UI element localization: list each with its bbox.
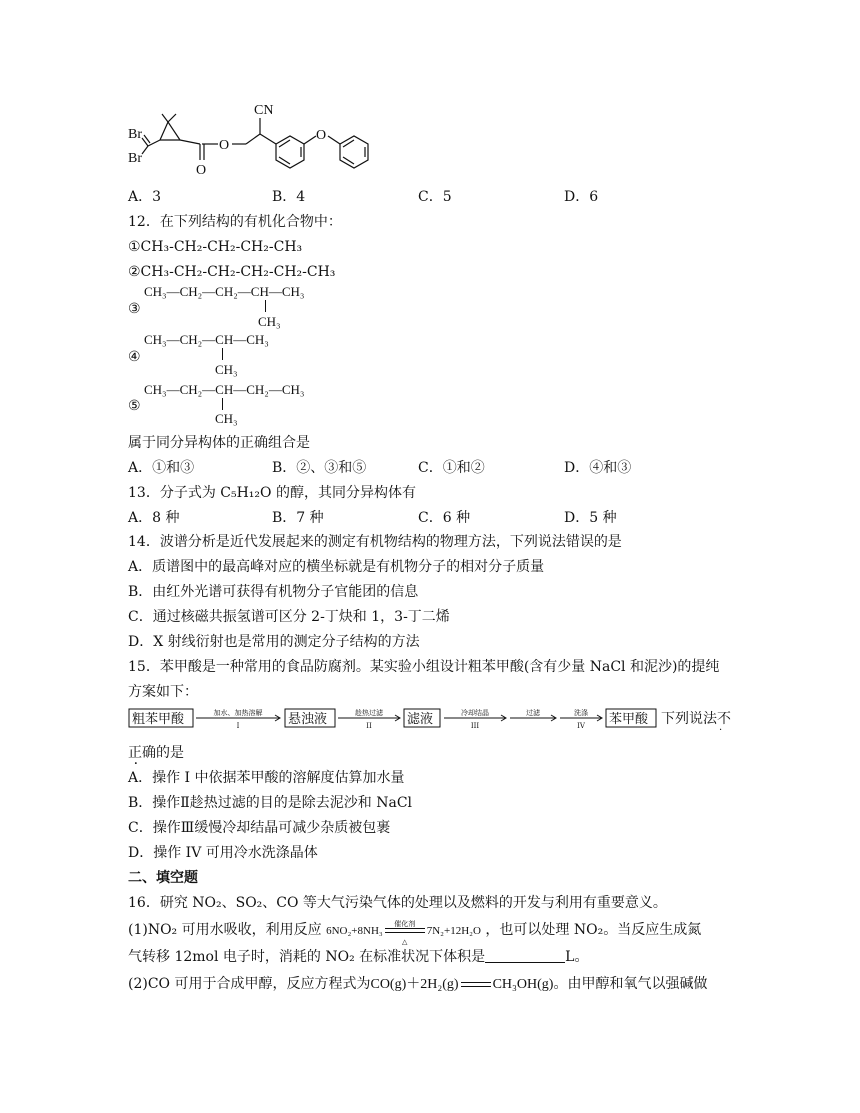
bromine-label: Br — [128, 151, 142, 166]
emphasis-dot: · — [719, 725, 723, 736]
flow-tail-text: 下列说法 — [661, 711, 717, 727]
q16-part-2-text-b: 。由甲醇和氧气以强碱做 — [553, 976, 708, 992]
flow-box-2-label: 悬浊液 — [288, 712, 328, 727]
q12-structure-4-number: ④ — [128, 349, 141, 365]
nitrile-label: CN — [254, 103, 274, 118]
equation-products: CH₃OH(g) — [492, 977, 554, 992]
q16-part-2-text-a: (2)CO 可用于合成甲醇，反应方程式为 — [128, 976, 371, 992]
equation-reactants: 6NO₂+8NH₃ — [326, 925, 383, 937]
q15-option-c[interactable]: C．操作Ⅲ缓慢冷却结晶可减少杂质被包裹 — [128, 820, 391, 836]
q12-option-a[interactable]: A．①和③ — [128, 460, 195, 476]
answer-blank[interactable] — [485, 948, 565, 963]
q16-part-1-line-1 — [128, 920, 702, 946]
flow-step-1-label: 加水、加热溶解 — [213, 709, 263, 717]
q12-structure-5-main-chain: CH₃—CH₂—CH—CH₂—CH₃ — [144, 382, 305, 397]
answer-unit: L。 — [565, 949, 589, 965]
q16-part-1-line-2 — [128, 948, 588, 966]
flow-step-2-number: II — [366, 722, 372, 730]
q13-option-b[interactable]: B．7 种 — [272, 510, 324, 526]
q12-stem: 12．在下列结构的有机化合物中： — [128, 214, 342, 230]
flow-step-4-label: 过滤 — [526, 709, 540, 717]
carbonyl-oxygen-label: O — [196, 163, 207, 178]
q15-option-a[interactable]: A．操作 I 中依据苯甲酸的溶解度估算加水量 — [128, 770, 405, 786]
q12-question: 属于同分异构体的正确组合是 — [128, 435, 310, 451]
equilibrium-arrow — [459, 978, 493, 990]
flow-step-1-number: I — [236, 722, 240, 730]
q14-option-d[interactable]: D．X 射线衍射也是常用的测定分子结构的方法 — [128, 634, 420, 650]
flow-box-4-label: 苯甲酸 — [609, 712, 649, 727]
q12-option-b[interactable]: B．②、③和⑤ — [272, 460, 367, 476]
q13-option-a[interactable]: A．8 种 — [128, 510, 180, 526]
q14-option-a[interactable]: A．质谱图中的最高峰对应的横坐标就是有机物分子的相对分子质量 — [128, 559, 545, 575]
q12-structure-2: ②CH₃-CH₂-CH₂-CH₂-CH₂-CH₃ — [128, 264, 336, 280]
flow-box-1-label: 粗苯甲酸 — [132, 712, 185, 727]
q13-option-d[interactable]: D．5 种 — [564, 510, 617, 526]
q14-option-b[interactable]: B．由红外光谱可获得有机物分子官能团的信息 — [128, 584, 419, 600]
q12-structure-4-main-chain: CH₃—CH₂—CH—CH₃ — [144, 332, 269, 347]
q12-structure-5-branch: CH₃ — [215, 411, 238, 426]
q14-option-c[interactable]: C．通过核磁共振氢谱可区分 2-丁炔和 1，3-丁二烯 — [128, 609, 450, 625]
q12-structure-3-main-chain: CH₃—CH₂—CH₂—CH—CH₃ — [144, 284, 305, 299]
heat-label: △ — [402, 938, 408, 946]
q12-structure-4-branch-bond — [222, 348, 223, 360]
molecule-structure-diagram — [118, 100, 388, 182]
flow-step-3-number: III — [470, 722, 480, 730]
flow-step-3-label: 冷却结晶 — [461, 709, 489, 717]
q12-option-d[interactable]: D．④和③ — [564, 460, 632, 476]
equilibrium-arrow — [383, 920, 427, 946]
q15-stem-line-3 — [128, 744, 184, 762]
section-heading: 二、填空题 — [128, 870, 198, 886]
q12-structure-3-branch: CH₃ — [258, 314, 281, 329]
q12-structure-4-branch: CH₃ — [215, 362, 238, 377]
q13-option-c[interactable]: C．6 种 — [418, 510, 471, 526]
flow-tail-emphasis: 不 — [717, 711, 731, 727]
ether-oxygen-label: O — [316, 128, 327, 143]
flow-step-5-label: 洗涤 — [574, 709, 588, 717]
q12-option-c[interactable]: C．①和② — [418, 460, 485, 476]
q16-stem: 16．研究 NO₂、SO₂、CO 等大气污染气体的处理以及燃料的开发与利用有重要意义。 — [128, 895, 667, 911]
q16-part-2-line-1 — [128, 975, 707, 994]
q13-stem: 13．分子式为 C₅H₁₂O 的醇，其同分异构体有 — [128, 485, 416, 501]
flow-step-2-label: 趁热过滤 — [355, 709, 383, 717]
flow-step-5-number: IV — [577, 722, 585, 730]
q15-stem-line-2: 方案如下： — [128, 684, 198, 700]
emphasis-char: 正 — [128, 745, 142, 761]
q12-structure-3-branch-bond — [265, 300, 266, 312]
equation-products: 7N₂+12H₂O — [426, 925, 481, 937]
q11-option-d[interactable]: D．6 — [564, 189, 599, 205]
q16-part-1-text-a: (1)NO₂ 可用水吸收，利用反应 — [128, 922, 322, 938]
bromine-label: Br — [128, 127, 142, 142]
q11-option-a[interactable]: A．3 — [128, 189, 162, 205]
arrow-line-top — [385, 928, 425, 929]
q16-part-1-text-c: 气转移 12mol 电子时，消耗的 NO₂ 在标准状况下体积是 — [128, 949, 486, 965]
flow-box-3-label: 滤液 — [407, 712, 434, 727]
q12-structure-5-branch-bond — [222, 398, 223, 410]
q15-stem-line-1: 15．苯甲酸是一种常用的食品防腐剂。某实验小组设计粗苯甲酸(含有少量 NaCl 和泥沙)的提纯 — [128, 659, 720, 675]
ester-oxygen-label: O — [219, 138, 230, 153]
equation-reactants: CO(g)＋2H₂(g) — [370, 977, 459, 992]
q11-option-b[interactable]: B．4 — [272, 189, 306, 205]
q15-flowchart — [128, 706, 731, 736]
q12-structure-5-number: ⑤ — [128, 398, 141, 414]
q15-stem-line-3-rest: 确的是 — [142, 745, 184, 761]
q15-option-b[interactable]: B．操作Ⅱ趁热过滤的目的是除去泥沙和 NaCl — [128, 795, 413, 811]
arrow-line-bottom — [461, 986, 491, 987]
q11-option-c[interactable]: C．5 — [418, 189, 452, 205]
q16-part-1-text-b: ，也可以处理 NO₂。当反应生成氮 — [485, 922, 702, 938]
q15-option-d[interactable]: D．操作 IV 可用冷水洗涤晶体 — [128, 845, 318, 861]
catalyst-label: 催化剂 — [394, 920, 416, 928]
q14-stem: 14．波谱分析是近代发展起来的测定有机物结构的物理方法，下列说法错误的是 — [128, 534, 622, 550]
q12-structure-1: ①CH₃-CH₂-CH₂-CH₂-CH₃ — [128, 239, 303, 255]
arrow-line-top — [461, 982, 491, 983]
q12-structure-3-number: ③ — [128, 301, 141, 317]
